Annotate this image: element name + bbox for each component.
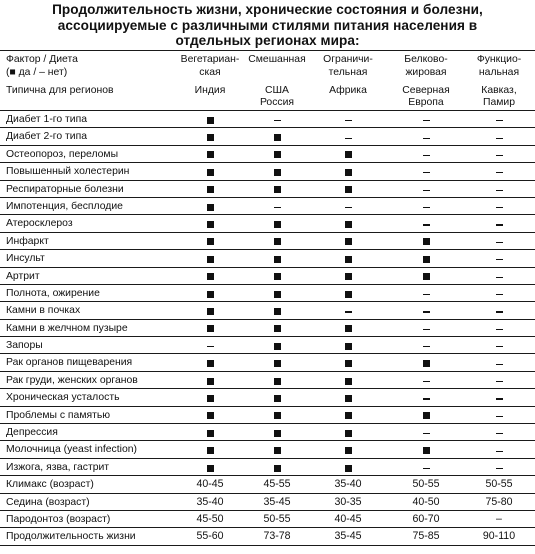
age-value-cell: 45-50 xyxy=(196,512,224,525)
no-dash-icon xyxy=(469,217,529,229)
row-label: Рак органов пищеварения xyxy=(6,357,133,369)
yes-square-icon xyxy=(180,148,240,160)
row-label: Рак груди, женских органов xyxy=(6,374,138,386)
row-label: Молочница (yeast infection) xyxy=(6,444,137,456)
row-label: Полнота, ожирение xyxy=(6,287,100,299)
title-line-2: ассоциируемые с различными стилями питания населения в xyxy=(57,17,478,33)
yes-square-icon xyxy=(247,130,307,142)
yes-square-icon xyxy=(247,148,307,160)
age-value-cell: 40-50 xyxy=(412,495,440,508)
no-dash-icon xyxy=(396,130,456,142)
yes-square-icon xyxy=(318,391,378,403)
yes-square-icon xyxy=(396,252,456,264)
age-value-cell: 60-70 xyxy=(412,512,440,525)
no-dash-icon xyxy=(396,200,456,212)
yes-square-icon xyxy=(247,409,307,421)
age-value-cell: – xyxy=(496,512,502,525)
yes-square-icon xyxy=(318,322,378,334)
no-dash-icon xyxy=(469,426,529,438)
table-row xyxy=(0,407,535,424)
yes-square-icon xyxy=(180,165,240,177)
yes-square-icon xyxy=(247,270,307,282)
table-row xyxy=(0,372,535,389)
no-dash-icon xyxy=(469,252,529,264)
age-value-cell: 35-45 xyxy=(263,495,291,508)
no-dash-icon xyxy=(396,217,456,229)
yes-square-icon xyxy=(180,130,240,142)
table-row xyxy=(0,198,535,215)
yes-square-icon xyxy=(396,270,456,282)
row-label: Респираторные болезни xyxy=(6,183,124,195)
diet-header-1-line2: ская xyxy=(199,67,221,78)
diet-header-3-line1: Ограничи- xyxy=(323,54,373,65)
yes-square-icon xyxy=(247,426,307,438)
diet-header-2-region1: США xyxy=(265,85,289,96)
yes-square-icon xyxy=(180,217,240,229)
yes-square-icon xyxy=(318,217,378,229)
table-row xyxy=(0,494,535,511)
yes-square-icon xyxy=(318,252,378,264)
no-dash-icon xyxy=(396,391,456,403)
no-dash-icon xyxy=(469,287,529,299)
table-row xyxy=(0,233,535,250)
age-value-cell: 55-60 xyxy=(196,530,224,543)
no-dash-icon xyxy=(469,374,529,386)
row-label: Инсульт xyxy=(6,253,45,265)
table-row xyxy=(0,163,535,180)
region-header-label: Типична для регионов xyxy=(6,85,114,96)
no-dash-icon xyxy=(318,113,378,125)
no-dash-icon xyxy=(469,113,529,125)
yes-square-icon xyxy=(180,322,240,334)
yes-square-icon xyxy=(180,252,240,264)
row-label: Атеросклероз xyxy=(6,218,73,230)
table-row xyxy=(0,528,535,545)
age-value-cell: 45-55 xyxy=(263,478,291,491)
no-dash-icon xyxy=(396,322,456,334)
diet-header-3-region1: Африка xyxy=(329,85,367,96)
row-label: Изжога, язва, гастрит xyxy=(6,461,110,473)
yes-square-icon xyxy=(247,165,307,177)
no-dash-icon xyxy=(180,339,240,351)
yes-square-icon xyxy=(180,200,240,212)
no-dash-icon xyxy=(469,409,529,421)
age-value-cell: 40-45 xyxy=(334,512,362,525)
row-label: Повышенный холестерин xyxy=(6,166,130,178)
table-row xyxy=(0,476,535,493)
table-row xyxy=(0,181,535,198)
row-label: Продолжительность жизни xyxy=(6,531,136,543)
yes-square-icon xyxy=(247,183,307,195)
no-dash-icon xyxy=(469,322,529,334)
age-value-cell: 90-110 xyxy=(482,530,516,543)
table-row xyxy=(0,511,535,528)
diet-header-4-region2: Европа xyxy=(408,97,444,108)
no-dash-icon xyxy=(469,235,529,247)
age-value-cell: 50-55 xyxy=(412,478,440,491)
yes-square-icon xyxy=(180,304,240,316)
row-label: Диабет 2-го типа xyxy=(6,131,87,143)
no-dash-icon xyxy=(396,165,456,177)
yes-square-icon xyxy=(247,235,307,247)
yes-square-icon xyxy=(318,356,378,368)
diet-header-5-line1: Функцио- xyxy=(476,54,522,65)
yes-square-icon xyxy=(247,287,307,299)
yes-square-icon xyxy=(180,374,240,386)
age-value-cell: 73-78 xyxy=(263,530,291,543)
no-dash-icon xyxy=(469,391,529,403)
title-line-3: отдельных регионах мира: xyxy=(175,33,360,48)
diet-header-5-region1: Кавказ, xyxy=(481,85,517,96)
yes-square-icon xyxy=(180,356,240,368)
no-dash-icon xyxy=(469,165,529,177)
diet-header-1-region1: Индия xyxy=(194,85,226,96)
diet-header-2-line1: Смешанная xyxy=(248,54,306,65)
table-row xyxy=(0,128,535,145)
row-label: Пародонтоз (возраст) xyxy=(6,513,111,525)
row-label: Камни в желчном пузыре xyxy=(6,322,128,334)
yes-square-icon xyxy=(180,287,240,299)
no-dash-icon xyxy=(396,148,456,160)
yes-square-icon xyxy=(247,322,307,334)
table-row xyxy=(0,111,535,128)
age-value-cell: 75-80 xyxy=(485,495,513,508)
age-value-cell: 35-40 xyxy=(196,495,224,508)
yes-square-icon xyxy=(180,270,240,282)
yes-square-icon xyxy=(180,183,240,195)
yes-square-icon xyxy=(247,356,307,368)
no-dash-icon xyxy=(396,113,456,125)
no-dash-icon xyxy=(396,304,456,316)
no-dash-icon xyxy=(469,339,529,351)
table-row xyxy=(0,215,535,232)
table-row xyxy=(0,354,535,371)
yes-square-icon xyxy=(318,443,378,455)
no-dash-icon xyxy=(469,130,529,142)
factor-header-line-2: (■ да / – нет) xyxy=(6,67,68,78)
yes-square-icon xyxy=(318,339,378,351)
yes-square-icon xyxy=(180,235,240,247)
yes-square-icon xyxy=(318,426,378,438)
no-dash-icon xyxy=(396,374,456,386)
row-label: Артрит xyxy=(6,270,40,282)
diet-header-5-line2: нальная xyxy=(478,67,520,78)
yes-square-icon xyxy=(396,235,456,247)
yes-square-icon xyxy=(318,235,378,247)
no-dash-icon xyxy=(469,200,529,212)
yes-square-icon xyxy=(318,148,378,160)
no-dash-icon xyxy=(469,356,529,368)
yes-square-icon xyxy=(396,356,456,368)
no-dash-icon xyxy=(469,183,529,195)
yes-square-icon xyxy=(247,374,307,386)
no-dash-icon xyxy=(247,113,307,125)
table-row xyxy=(0,268,535,285)
yes-square-icon xyxy=(180,391,240,403)
data-table-body xyxy=(0,111,535,546)
diet-header-5-region2: Памир xyxy=(483,97,515,108)
document-title xyxy=(0,2,535,49)
no-dash-icon xyxy=(396,339,456,351)
table-row xyxy=(0,302,535,319)
row-label: Климакс (возраст) xyxy=(6,479,94,491)
no-dash-icon xyxy=(469,270,529,282)
table-row xyxy=(0,320,535,337)
no-dash-icon xyxy=(318,130,378,142)
no-dash-icon xyxy=(396,183,456,195)
table-row xyxy=(0,146,535,163)
diet-header-4-line2: жировая xyxy=(405,67,447,78)
title-line-1: Продолжительность жизни, хронические состояния и болезни, xyxy=(52,2,483,17)
yes-square-icon xyxy=(180,461,240,473)
yes-square-icon xyxy=(180,113,240,125)
table-row xyxy=(0,285,535,302)
no-dash-icon xyxy=(469,148,529,160)
no-dash-icon xyxy=(396,461,456,473)
no-dash-icon xyxy=(247,200,307,212)
yes-square-icon xyxy=(318,165,378,177)
no-dash-icon xyxy=(396,426,456,438)
yes-square-icon xyxy=(247,339,307,351)
table-row xyxy=(0,250,535,267)
yes-square-icon xyxy=(247,391,307,403)
age-value-cell: 50-55 xyxy=(263,512,291,525)
table-row xyxy=(0,424,535,441)
yes-square-icon xyxy=(180,409,240,421)
yes-square-icon xyxy=(318,183,378,195)
yes-square-icon xyxy=(396,409,456,421)
row-label: Инфаркт xyxy=(6,235,49,247)
yes-square-icon xyxy=(247,252,307,264)
factor-header-line-1: Фактор / Диета xyxy=(6,54,78,65)
diet-header-3-line2: тельная xyxy=(328,67,368,78)
no-dash-icon xyxy=(396,287,456,299)
no-dash-icon xyxy=(469,443,529,455)
age-value-cell: 35-45 xyxy=(334,530,362,543)
row-label: Хроническая усталость xyxy=(6,392,120,404)
row-label: Камни в почках xyxy=(6,305,81,317)
header-top-rule xyxy=(0,50,535,51)
table-row xyxy=(0,389,535,406)
yes-square-icon xyxy=(247,217,307,229)
age-value-cell: 50-55 xyxy=(485,478,513,491)
age-value-cell: 30-35 xyxy=(334,495,362,508)
row-label: Диабет 1-го типа xyxy=(6,114,87,125)
no-dash-icon xyxy=(469,461,529,473)
row-label: Остеопороз, переломы xyxy=(6,148,119,160)
yes-square-icon xyxy=(318,270,378,282)
row-label: Проблемы с памятью xyxy=(6,409,111,421)
diet-header-2-region2: Россия xyxy=(259,97,295,108)
table-row xyxy=(0,441,535,458)
no-dash-icon xyxy=(469,304,529,316)
yes-square-icon xyxy=(180,443,240,455)
yes-square-icon xyxy=(247,443,307,455)
yes-square-icon xyxy=(318,409,378,421)
yes-square-icon xyxy=(396,443,456,455)
age-value-cell: 40-45 xyxy=(196,478,224,491)
row-label: Седина (возраст) xyxy=(6,496,90,508)
diet-header-1-line1: Вегетариан- xyxy=(180,54,240,65)
row-label: Импотенция, бесплодие xyxy=(6,200,123,212)
age-value-cell: 75-85 xyxy=(412,530,440,543)
age-value-cell: 35-40 xyxy=(334,478,362,491)
table-row xyxy=(0,459,535,476)
row-label: Запоры xyxy=(6,340,43,352)
yes-square-icon xyxy=(318,461,378,473)
diet-header-4-region1: Северная xyxy=(402,85,450,96)
yes-square-icon xyxy=(318,374,378,386)
row-label: Депрессия xyxy=(6,427,58,439)
table-row xyxy=(0,337,535,354)
diet-header-4-line1: Белково- xyxy=(404,54,448,65)
yes-square-icon xyxy=(180,426,240,438)
no-dash-icon xyxy=(318,200,378,212)
yes-square-icon xyxy=(318,287,378,299)
no-dash-icon xyxy=(318,304,378,316)
yes-square-icon xyxy=(247,304,307,316)
yes-square-icon xyxy=(247,461,307,473)
